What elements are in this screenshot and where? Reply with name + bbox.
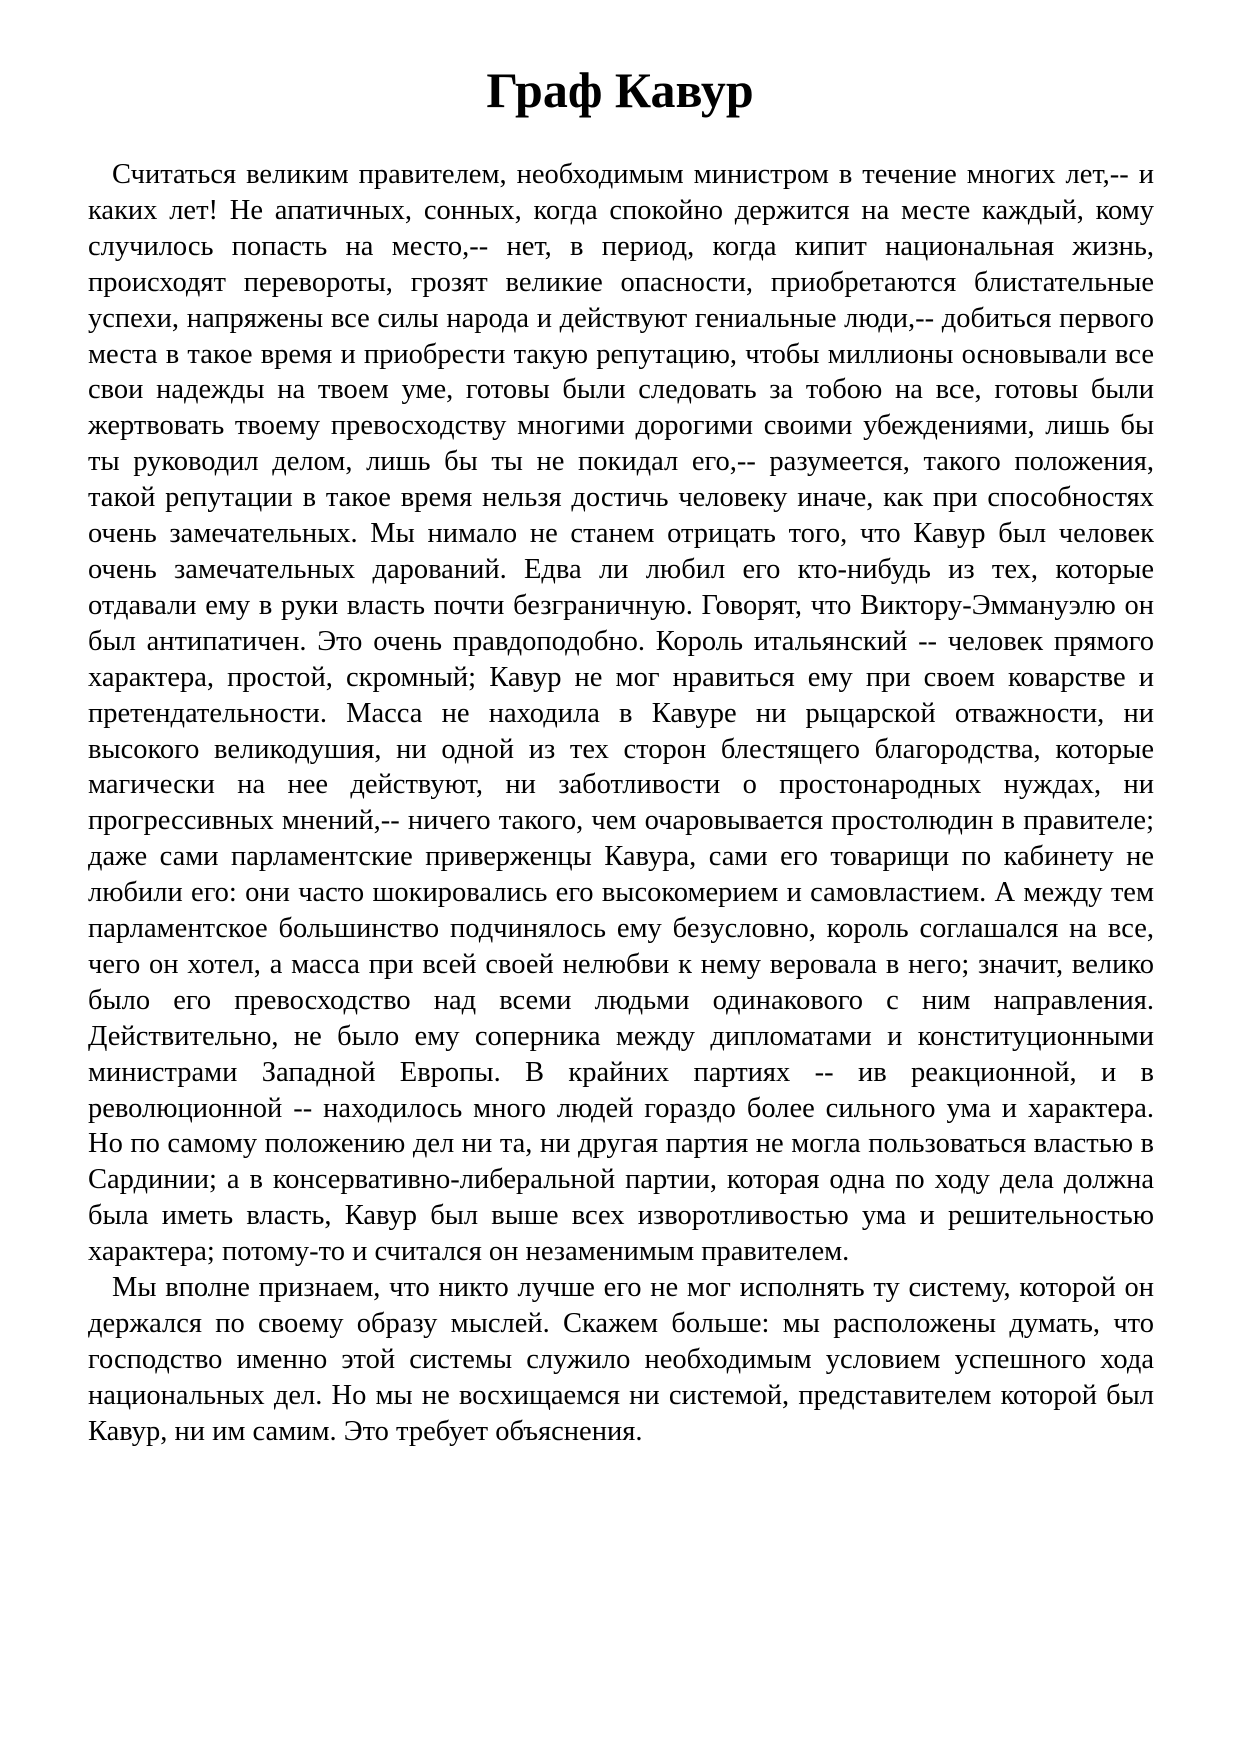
paragraph-1: Считаться великим правителем, необходимым министром в течение многих лет,-- и каких лет! Не апатичных, сонных, когда спокойно держится на месте каждый, кому случилось попасть на место,-- нет, в период, когда кипит национальная жизнь, происходят перевороты, грозят великие опасности, приобретаются блистательные успехи, напряжены все силы народа и действуют гениальные люди,-- добиться первого места в такое время и приобрести такую репутацию, чтобы миллионы основывали все свои надежды на твоем уме, готовы были следовать за тобою на все, готовы были жертвовать твоему превосходству многими дорогими своими убеждениями, лишь бы ты руководил делом, лишь бы ты не покидал его,-- разумеется, такого положения, такой репутации в такое время нельзя достичь человеку иначе, как при способностях очень замечательных. Мы нимало не станем отрицать того, что Кавур был человек очень замечательных дарований. Едва ли любил его кто-нибудь из тех, которые отдавали ему в руки власть почти безграничную. Говорят, что Виктору-Эммануэлю он был антипатичен. Это очень правдоподобно. Король итальянский -- человек прямого характера, простой, скромный; Кавур не мог нравиться ему при своем коварстве и претендательности. Масса не находила в Кавуре ни рыцарской отважности, ни высокого великодушия, ни одной из тех сторон блестящего благородства, которые магически на нее действуют, ни заботливости о простонародных нуждах, ни прогрессивных мнений,-- ничего такого, чем очаровывается простолюдин в правителе; даже сами парламентские приверженцы Кавура, сами его товарищи по кабинету не любили его: они часто шокировались его высокомерием и самовластием. А между тем парламентское большинство подчинялось ему безусловно, король соглашался на все, чего он хотел, а масса при всей своей нелюбви к нему веровала в него; значит, велико было его превосходство над всеми людьми одинакового с ним направления. Действительно, не было ему соперника между дипломатами и конституционными министрами Западной Европы. В крайних партиях -- ив реакционной, и в революционной -- находилось много людей гораздо более сильного ума и характера. Но по самому положению дел ни та, ни другая партия не могла пользоваться властью в Сардинии; а в консервативно-либеральной партии, которая одна по ходу дела должна была иметь власть, Кавур был выше всех изворотливостью ума и решительностью характера; потому-то и считался он незаменимым правителем. [88,159,1154,1268]
paragraph-2: Мы вполне признаем, что никто лучше его не мог исполнять ту систему, которой он держался по своему образу мыслей. Скажем больше: мы расположены думать, что господство именно этой системы служило необходимым условием успешного хода национальных дел. Но мы не восхищаемся ни системой, представителем которой был Кавур, ни им самим. Это требует объяснения. [88,1272,1154,1447]
page-title: Граф Кавур [486,62,754,118]
document-body [88,157,1154,1450]
